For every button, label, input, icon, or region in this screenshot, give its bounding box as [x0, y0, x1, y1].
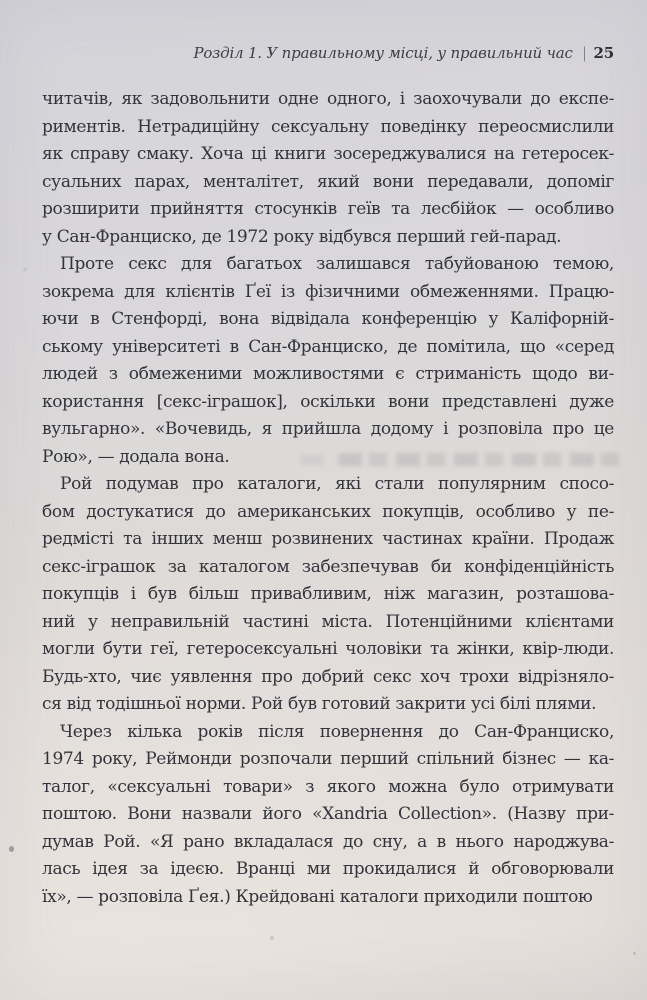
text-line: їх», — розповіла Ґея.) Крейдовані каталоги приходили поштою — [42, 886, 593, 907]
paragraph — [42, 719, 614, 912]
text-line: ний у неправильній частині міста. Потенційними клієнтами — [42, 611, 614, 632]
paper-speck — [633, 952, 636, 955]
text-line: бом достукатися до американських покупців, особливо у пе- — [42, 501, 614, 522]
text-line: суальних парах, менталітет, який вони передавали, допоміг — [42, 171, 614, 192]
text-line: як справу смаку. Хоча ці книги зосереджувалися на гетеросек- — [42, 144, 614, 164]
text-line: думав Рой. «Я рано вкладалася до сну, а в нього народжува- — [42, 831, 614, 852]
text-line: Через кілька років після повернення до Сан-Франциско, — [60, 721, 614, 742]
text-line: лась ідея за ідеєю. Вранці ми прокидалися й обговорювали — [42, 859, 614, 879]
text-line: Рою», — додала вона. — [42, 446, 230, 467]
text-line: користання [секс-іграшок], оскільки вони представлені дуже — [42, 391, 614, 412]
text-line: ся від тодішньої норми. Рой був готовий закрити усі білі плями. — [42, 694, 597, 714]
text-line: читачів, як задовольнити одне одного, і заохочували до експе- — [42, 89, 614, 109]
text-line: редмісті та інших менш розвинених частинах країни. Продаж — [42, 529, 614, 549]
text-line: зокрема для клієнтів Ґеї із фізичними обмеженнями. Працю- — [42, 281, 614, 302]
text-line: у Сан-Франциско, де 1972 року відбувся перший гей-парад. — [42, 226, 562, 247]
text-line: Проте секс для багатьох залишався табуйованою темою, — [60, 254, 614, 274]
text-line: Рой подумав про каталоги, які стали популярним спосо- — [60, 474, 614, 494]
text-line: вульгарно». «Вочевидь, я прийшла додому і розповіла про це — [42, 419, 614, 439]
text-line: могли бути геї, гетеросексуальні чоловіки та жінки, квір-люди. — [42, 639, 614, 659]
paper-speck — [270, 936, 274, 940]
chapter-title: Розділ 1. У правильному місці, у правильний час — [193, 44, 573, 62]
text-line: розширити прийняття стосунків геїв та лесбійок — особливо — [42, 199, 614, 219]
running-header — [42, 44, 614, 62]
paragraph — [42, 251, 614, 471]
text-line: ючи в Стенфорді, вона відвідала конференцію у Каліфорній- — [42, 309, 614, 329]
text-line: риментів. Нетрадиційну сексуальну поведінку переосмислили — [42, 116, 614, 137]
text-line: поштою. Вони назвали його «Xandria Collection». (Назву при- — [42, 804, 614, 824]
text-line: покупців і був більш привабливим, ніж магазин, розташова- — [42, 584, 614, 604]
text-line: Будь-хто, чиє уявлення про добрий секс хоч трохи відрізняло- — [42, 666, 614, 687]
text-line: ському університеті в Сан-Франциско, де помітила, що «серед — [42, 336, 614, 357]
paper-speck — [23, 268, 27, 271]
paper-speck — [9, 846, 14, 852]
text-line: секс-іграшок за каталогом забезпечував би конфіденційність — [42, 556, 614, 577]
text-line: людей з обмеженими можливостями є стриманість щодо ви- — [42, 364, 614, 384]
page-number: 25 — [593, 44, 614, 62]
paragraph — [42, 86, 614, 251]
paragraph — [42, 471, 614, 719]
body-text — [42, 86, 614, 911]
text-line: 1974 року, Реймонди розпочали перший спільний бізнес — ка- — [42, 749, 614, 769]
header-separator: | — [582, 44, 586, 62]
text-line: талог, «сексуальні товари» з якого можна було отримувати — [42, 776, 614, 797]
